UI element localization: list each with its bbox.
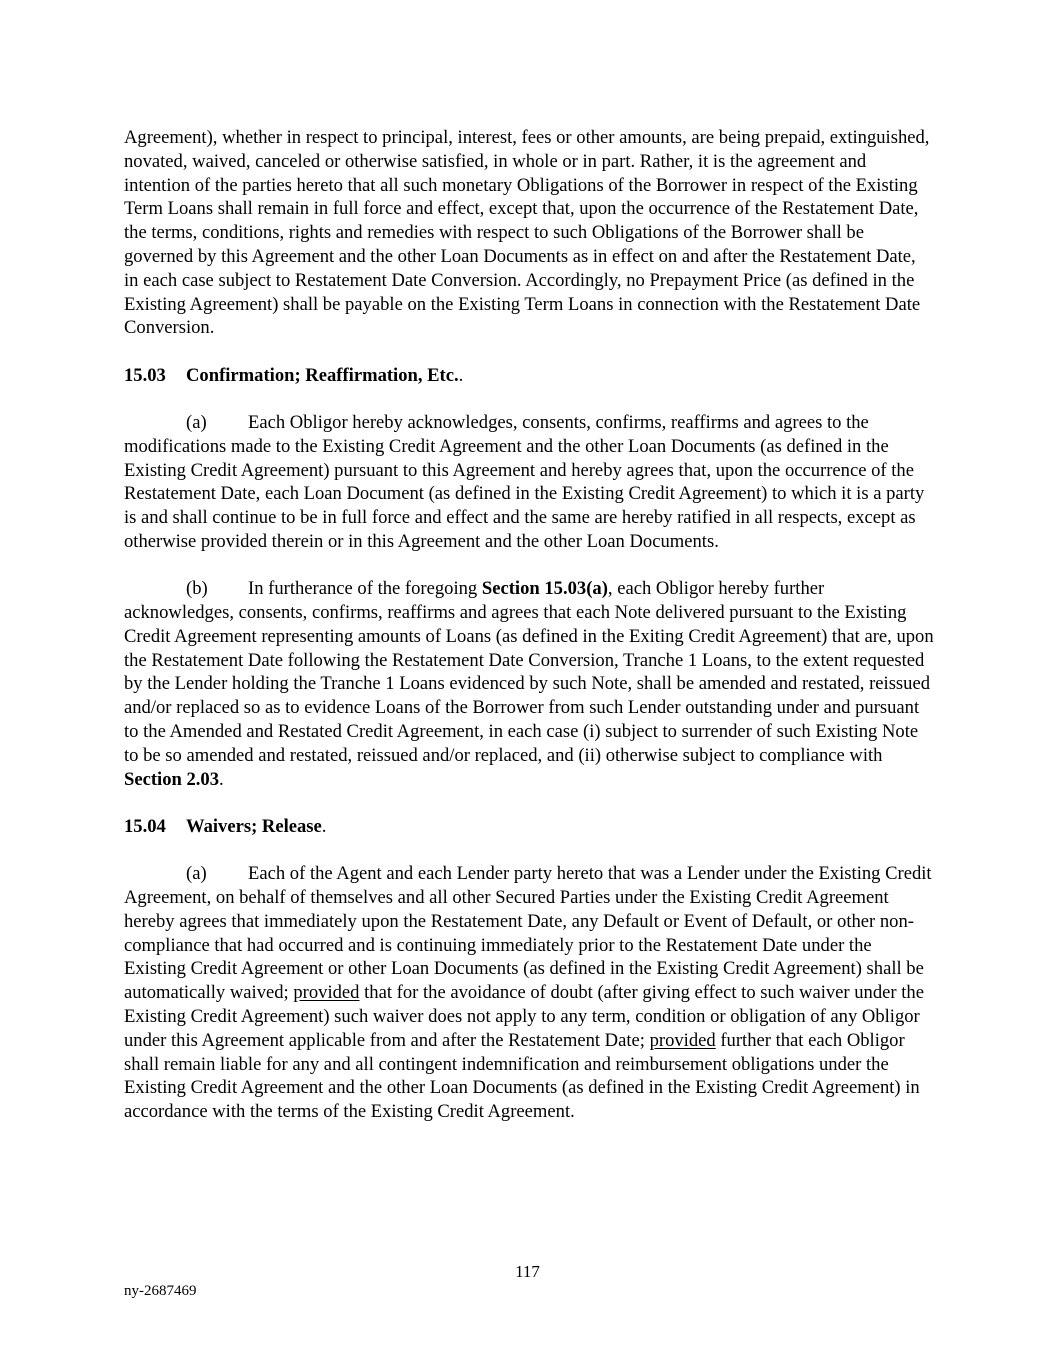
section-15-03-heading: [124, 364, 934, 388]
section-15-03-a-paragraph: [124, 411, 934, 554]
section-number: 15.04: [124, 815, 166, 837]
paragraph-text-3: .: [219, 768, 224, 790]
section-number: 15.03: [124, 364, 166, 386]
intro-paragraph: Agreement), whether in respect to principal, interest, fees or other amounts, are being prepaid, extinguished, novated, waived, canceled or otherwise satisfied, in whole or in part. Rather, it is the agreement and intention of the parties hereto that all such monetary Obligations of the Borrower in respect of the Existing Term Loans shall remain in full force and effect, except that, upon the occurrence of the Restatement Date, the terms, conditions, rights and remedies with respect to such Obligations of the Borrower shall be governed by this Agreement and the other Loan Documents as in effect on and after the Restatement Date, in each case subject to Restatement Date Conversion. Accordingly, no Prepayment Price (as defined in the Existing Agreement) shall be payable on the Existing Term Loans in connection with the Restatement Date Conversion.: [124, 127, 930, 339]
paragraph-label: (a): [186, 411, 207, 433]
section-title: Confirmation; Reaffirmation, Etc.: [186, 364, 459, 386]
section-title: Waivers; Release: [186, 815, 322, 837]
section-title-trail: .: [458, 364, 464, 386]
paragraph-label: (b): [186, 578, 208, 600]
paragraph-text-2: that for the avoidance of doubt (after giving effect to such waiver under the Existing Credit Agreement) such waiver does not apply to any term, condition or obligation of any Obligor under this Agreement applicable from and after the Restatement Date;: [124, 982, 924, 1051]
paragraph-text-1: In furtherance of the foregoing: [248, 578, 482, 600]
section-15-04-heading: [124, 815, 934, 839]
paragraph-text: Each Obligor hereby acknowledges, consents, confirms, reaffirms and agrees to the modifications made to the Existing Credit Agreement and the other Loan Documents (as defined in the Existing Credit Agreement) pursuant to this Agreement and hereby agrees that, upon the occurrence of the Restatement Date, each Loan Document (as defined in the Existing Credit Agreement) to which it is a party is and shall continue to be in full force and effect and the same are hereby ratified in all respects, except as otherwise provided therein or in this Agreement and the other Loan Documents.: [124, 411, 925, 552]
proviso-term: provided: [293, 982, 360, 1004]
section-reference: Section 2.03: [124, 768, 220, 790]
paragraph-text-2: , each Obligor hereby further acknowledges, consents, confirms, reaffirms and agrees that each Note delivered pursuant to the Existing Credit Agreement representing amounts of Loans (as defined in the Exiting Credit Agreement) that are, upon the Restatement Date following the Restatement Date Conversion, Tranche 1 Loans, to the extent requested by the Lender holding the Tranche 1 Loans evidenced by such Note, shall be amended and restated, reissued and/or replaced so as to evidence Loans of the Borrower from such Lender outstanding under and pursuant to the Amended and Restated Credit Agreement, in each case (i) subject to surrender of such Existing Note to be so amended and restated, reissued and/or replaced, and (ii) otherwise subject to compliance with: [124, 578, 934, 766]
document-id: ny-2687469: [124, 1283, 197, 1299]
section-15-04-a-paragraph: [124, 862, 934, 1124]
proviso-term: provided: [649, 1029, 716, 1051]
document-body: [124, 126, 934, 1124]
paragraph-text-3: further that each Obligor shall remain liable for any and all contingent indemnification and reimbursement obligations under the Existing Credit Agreement and the other Loan Documents (as defined in the Existing Credit Agreement) in accordance with the terms of the Existing Credit Agreement.: [124, 1029, 920, 1123]
page-number: 117: [515, 1262, 540, 1281]
paragraph-label: (a): [186, 863, 207, 885]
section-15-03-b-paragraph: [124, 577, 934, 791]
paragraph-text-1: Each of the Agent and each Lender party hereto that was a Lender under the Existing Credit Agreement, on behalf of themselves and all other Secured Parties under the Existing Credit Agreement hereby agrees that immediately upon the Restatement Date, any Default or Event of Default, or other non-compliance that had occurred and is continuing immediately prior to the Restatement Date under the Existing Credit Agreement or other Loan Documents (as defined in the Existing Credit Agreement) shall be automatically waived;: [124, 863, 932, 1004]
section-reference: Section 15.03(a): [481, 578, 608, 600]
section-title-trail: .: [321, 815, 327, 837]
